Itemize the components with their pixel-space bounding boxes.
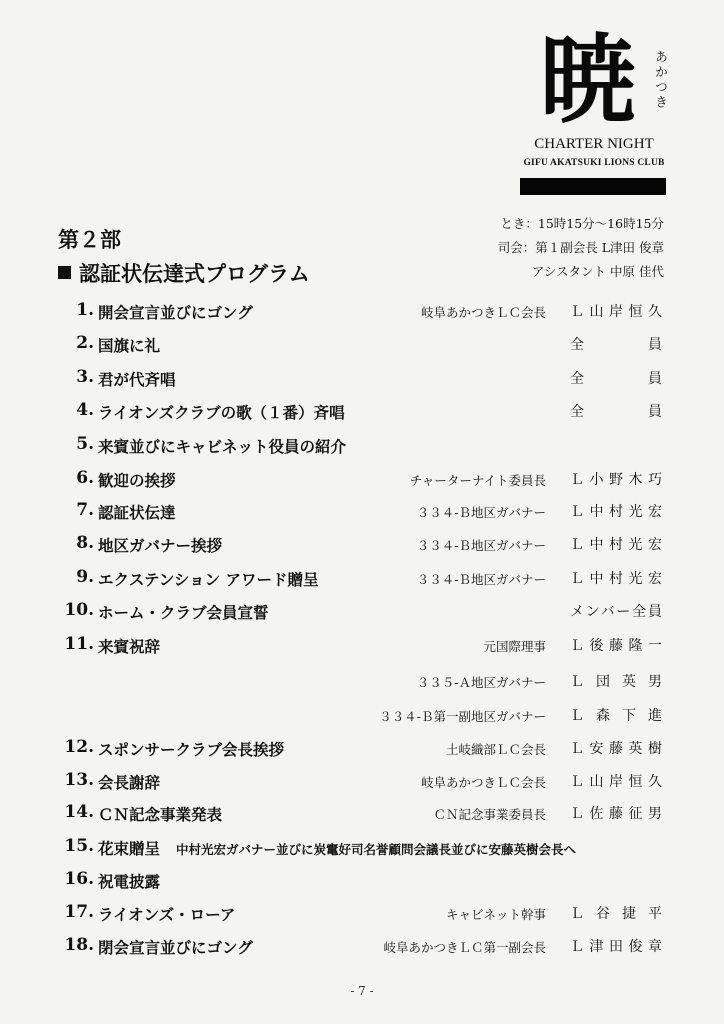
program-item [0, 300, 724, 328]
program-item [0, 500, 724, 528]
item-person: Ｌ中村光宏 [570, 571, 662, 587]
item-label [98, 771, 160, 793]
program-title [58, 258, 310, 288]
item-number: 18. [64, 935, 94, 955]
item-label [98, 903, 235, 925]
logo-kana: あかつき [652, 50, 667, 110]
item-note: 中村光宏ガバナー並びに炭竃好司名誉顧問会議長並びに安藤英樹会長へ [176, 842, 577, 857]
program-item [0, 770, 724, 798]
item-label [98, 803, 222, 825]
item-label-text: 君が代斉唱 [98, 370, 176, 389]
item-role: ３３５-Ａ地区ガバナー [416, 675, 546, 690]
item-label [98, 435, 346, 457]
item-person: 全員 [570, 404, 662, 420]
item-number: 2. [76, 333, 94, 353]
item-label [98, 601, 269, 623]
item-person: Ｌ後藤隆一 [570, 638, 662, 654]
item-label-text: エクステンション アワード贈呈 [98, 570, 319, 589]
program-item [0, 869, 724, 897]
black-bar [520, 178, 666, 195]
item-person: Ｌ森下進 [570, 708, 662, 724]
item-label [98, 870, 160, 892]
item-label-text: 祝電披露 [98, 872, 161, 891]
item-person: Ｌ佐藤征男 [570, 806, 662, 822]
club-name: GIFU AKATSUKI LIONS CLUB [523, 158, 665, 168]
square-bullet-icon [58, 266, 71, 279]
part-title: 第２部 [58, 228, 121, 252]
item-number: 1. [76, 300, 94, 320]
item-label [98, 936, 253, 958]
item-number: 15. [64, 836, 94, 856]
item-number: 12. [64, 737, 94, 757]
item-number: 9. [76, 567, 94, 587]
item-label-text: 来賓祝辞 [98, 637, 161, 656]
item-person: Ｌ山岸恒久 [570, 774, 662, 790]
item-label-text: 認証状伝達 [98, 503, 176, 522]
item-role: 岐阜あかつきＬＣ会長 [420, 775, 546, 790]
program-item [0, 836, 724, 864]
item-number: 4. [76, 400, 94, 420]
item-role: ３３４-Ｂ地区ガバナー [416, 505, 546, 520]
program-item [0, 333, 724, 361]
item-role: ＣＮ記念事業委員長 [433, 807, 546, 822]
item-label [98, 301, 253, 323]
item-person: Ｌ谷捷平 [570, 906, 662, 922]
program-item [0, 600, 724, 628]
item-role: 土岐織部ＬＣ会長 [445, 742, 546, 757]
item-label-text: ＣＮ記念事業発表 [98, 805, 223, 824]
program-item [0, 902, 724, 930]
item-number: 5. [76, 434, 94, 454]
item-number: 7. [76, 500, 94, 520]
item-person: Ｌ中村光宏 [570, 504, 662, 520]
item-label-text: ライオンズ・ローア [98, 905, 236, 924]
item-label [98, 334, 160, 356]
item-label-text: 国旗に礼 [98, 336, 161, 355]
item-number: 14. [64, 802, 94, 822]
item-label [98, 401, 345, 423]
item-number: 6. [76, 468, 94, 488]
item-label-text: 閉会宣言並びにゴング [98, 938, 253, 957]
meta-time: とき：15時15分～16時15分 [500, 216, 664, 231]
item-label [98, 568, 318, 590]
program-item [0, 533, 724, 561]
item-role: ３３４-Ｂ地区ガバナー [416, 572, 546, 587]
program-item [0, 802, 724, 830]
item-label [98, 368, 176, 390]
item-label-text: 来賓並びにキャビネット役員の紹介 [98, 437, 347, 456]
item-role: ３３４-Ｂ第一副地区ガバナー [379, 709, 546, 724]
program-item [0, 935, 724, 963]
item-label [98, 501, 176, 523]
item-label-text: スポンサークラブ会長挨拶 [98, 740, 285, 759]
charter-night-title: CHARTER NIGHT [534, 136, 654, 152]
meta-assistant: アシスタント 中原 佳代 [531, 264, 664, 279]
meta-mc: 司会：第１副会長 L津田 俊章 [497, 240, 664, 255]
program-item [0, 737, 724, 765]
item-number: 17. [64, 902, 94, 922]
item-role: 岐阜あかつきＬＣ会長 [420, 305, 546, 320]
program-item [0, 434, 724, 462]
item-number: 11. [64, 634, 94, 654]
item-role: キャビネット幹事 [445, 907, 546, 922]
item-person: Ｌ小野木巧 [570, 472, 662, 488]
item-label-text: ライオンズクラブの歌（１番）斉唱 [98, 403, 345, 422]
item-person: Ｌ津田俊章 [570, 939, 662, 955]
program-item [0, 367, 724, 395]
program-item [0, 400, 724, 428]
item-label-text: 歓迎の挨拶 [98, 471, 176, 490]
program-title-text: 認証状伝達式プログラム [79, 262, 310, 286]
item-label [98, 837, 576, 859]
item-person: Ｌ山岸恒久 [570, 304, 662, 320]
item-person: 全員 [570, 337, 662, 353]
item-label [98, 534, 222, 556]
item-number: 16. [64, 869, 94, 889]
logo-kanji: 暁 [540, 23, 636, 136]
program-item [0, 634, 724, 662]
item-person: Ｌ中村光宏 [570, 537, 662, 553]
item-label-text: 会長謝辞 [98, 773, 161, 792]
item-person: 全員 [570, 371, 662, 387]
item-role: 岐阜あかつきＬＣ第一副会長 [383, 940, 546, 955]
item-person: メンバー全員 [570, 604, 662, 620]
item-role: 元国際理事 [483, 639, 546, 654]
program-item [0, 567, 724, 595]
item-label-text: 開会宣言並びにゴング [98, 303, 253, 322]
item-label [98, 635, 160, 657]
item-label-text: 花束贈呈 [98, 839, 161, 858]
item-role: チャーターナイト委員長 [409, 473, 546, 488]
item-label [98, 469, 176, 491]
item-person: Ｌ安藤英樹 [570, 741, 662, 757]
item-number: 8. [76, 533, 94, 553]
item-role: ３３４-Ｂ地区ガバナー [416, 538, 546, 553]
item-label-text: 地区ガバナー挨拶 [98, 536, 223, 555]
item-label [98, 738, 284, 760]
item-number: 13. [64, 770, 94, 790]
item-person: Ｌ団英男 [570, 674, 662, 690]
item-label-text: ホーム・クラブ会員宣誓 [98, 603, 269, 622]
program-item [0, 704, 724, 732]
item-number: 10. [64, 600, 94, 620]
item-number: 3. [76, 367, 94, 387]
page-number: - 7 - [350, 984, 374, 998]
program-item [0, 670, 724, 698]
program-item [0, 468, 724, 496]
